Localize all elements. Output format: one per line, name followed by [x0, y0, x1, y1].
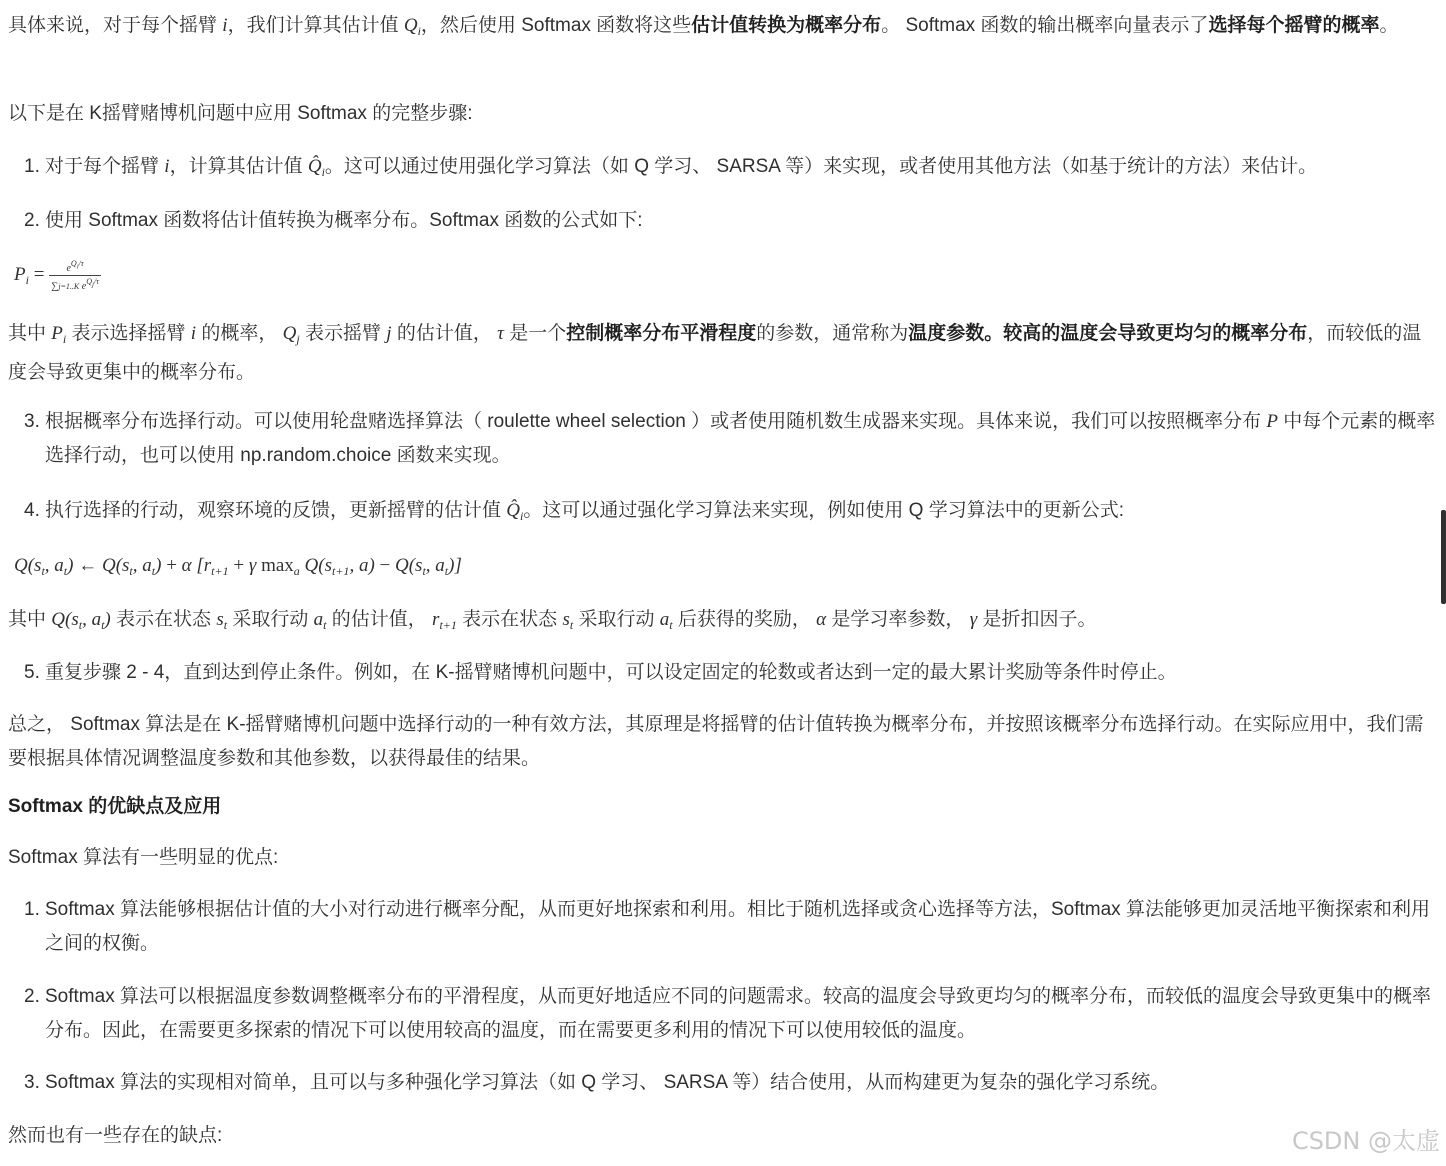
list-item-step-1: 1. 对于每个摇臂 i，计算其估计值 $Q̂_i$。这可以通过使用强化学习算法（如 Q 学习、 SARSA 等）来实现，或者使用其他方法（如基于统计的方法）来估计。: [24, 156, 1318, 179]
scrollbar-thumb[interactable]: [1441, 510, 1446, 604]
paragraph-q-explain: 其中 $Q(s_t$, $a_t$) 表示在状态 $s_t$ 采取行动 $a_t$ 的估计值， $r_{t+1}$ 表示在状态 $s_t$ 采取行动 $a_t$ 后获得的奖励， α 是学习率参数， γ 是折扣因子。: [8, 609, 1097, 632]
paragraph-summary: 总之， Softmax 算法是在 K-摇臂赌博机问题中选择行动的一种有效方法，其原理是将摇臂的估计值转换为概率分布，并按照该概率分布选择行动。在实际应用中，我们需要根据具体情况调整温度参数和其他参数，以获得最佳的结果。: [8, 714, 1424, 769]
math-Qi: $Q_i$: [403, 15, 421, 38]
list-item-advantage-1: 1. Softmax 算法能够根据估计值的大小对行动进行概率分配，从而更好地探索和利用。相比于随机选择或贪心选择等方法，Softmax 算法能够更加灵活地平衡探索和利用之间的权衡。: [24, 899, 1430, 954]
list-item-step-4: 4. 执行选择的行动，观察环境的反馈，更新摇臂的估计值 $Q̂_i$。这可以通过强化学习算法来实现，例如使用 Q 学习算法中的更新公式:: [24, 500, 1124, 523]
math-i: i: [222, 15, 228, 36]
q-learning-update-formula: $Q(s_t$, $a_t$) ← $Q(s_t$, $a_t) + \alpha$ [$r_{t+1} + \gamma$ $\max_a Q(s_{t+1}$, $a) - Q(s_t$, $a_t$)]: [14, 555, 462, 578]
softmax-formula: $P_i$ = $\frac{e^{Q_i/\tau}}{\sum j=1..K e^{Q_j/\tau}}$: [14, 259, 99, 292]
list-item-advantage-3: 3. Softmax 算法的实现相对简单，且可以与多种强化学习算法（如 Q 学习、 SARSA 等）结合使用，从而构建更为复杂的强化学习系统。: [24, 1072, 1170, 1093]
paragraph-intro: 具体来说，对于每个摇臂 i，我们计算其估计值 $Q_i$，然后使用 Softmax 函数将这些估计值转换为概率分布。 Softmax 函数的输出概率向量表示了选择每个摇臂的概率。: [8, 15, 1399, 38]
list-item-advantage-2: 2. Softmax 算法可以根据温度参数调整概率分布的平滑程度，从而更好地适应不同的问题需求。较高的温度会导致更均匀的概率分布，而较低的温度会导致更集中的概率分布。因此，在需要更多探索的情况下可以使用较高的温度，而在需要更多利用的情况下可以使用较低的温度。: [24, 986, 1431, 1041]
section-heading: Softmax 的优缺点及应用: [8, 796, 222, 817]
list-item-step-3: 3. 根据概率分布选择行动。可以使用轮盘赌选择算法（ roulette wheel selection ）或者使用随机数生成器来实现。具体来说，我们可以按照概率分布 P 中每个元素的概率选择行动，也可以使用 np.random.choice 函数来实现。: [24, 411, 1436, 466]
paragraph-advantages-intro: Softmax 算法有一些明显的优点:: [8, 847, 279, 868]
paragraph-softmax-explain: 其中 $P_i$ 表示选择摇臂 i 的概率， $Q_j$ 表示摇臂 j 的估计值， τ 是一个控制概率分布平滑程度的参数，通常称为温度参数。较高的温度会导致更均匀的概率分布，而较低的温度会导致更集中的概率分布。: [8, 323, 1422, 383]
list-item-step-5: 5. 重复步骤 2 - 4，直到达到停止条件。例如，在 K-摇臂赌博机问题中，可以设定固定的轮数或者达到一定的最大累计奖励等条件时停止。: [24, 662, 1177, 683]
list-item-step-2: 2. 使用 Softmax 函数将估计值转换为概率分布。Softmax 函数的公式如下:: [24, 210, 643, 231]
paragraph-steps-intro: 以下是在 K摇臂赌博机问题中应用 Softmax 的完整步骤:: [8, 103, 473, 124]
watermark: CSDN @太虚: [1291, 1127, 1440, 1155]
paragraph-disadvantages-intro: 然而也有一些存在的缺点:: [8, 1125, 223, 1146]
